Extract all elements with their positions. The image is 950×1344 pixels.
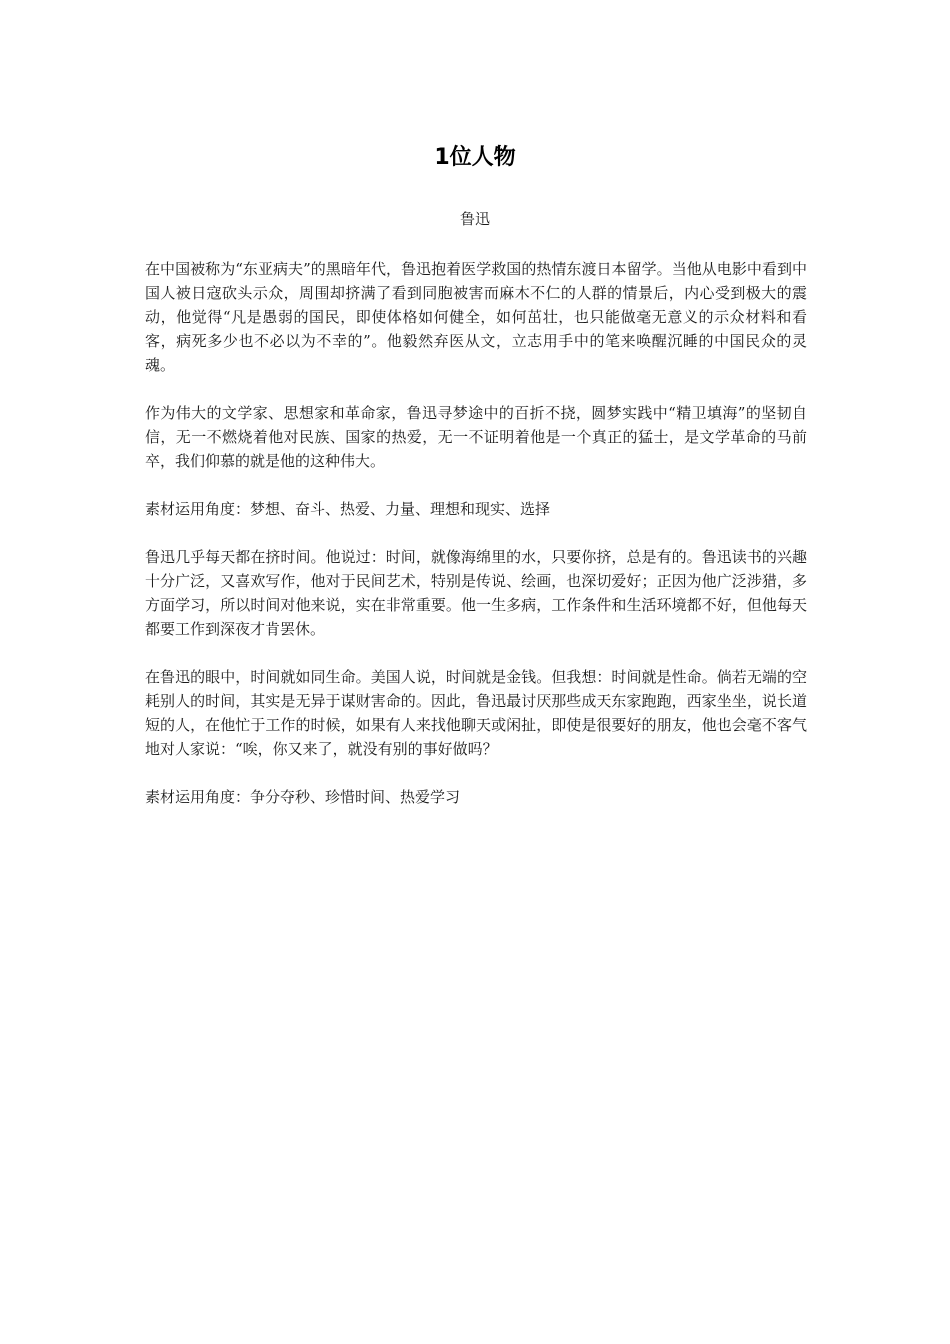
document-body [145,257,807,833]
document-title: 1位人物 [434,145,516,170]
paragraph-1: 在中国被称为“东亚病夫”的黑暗年代，鲁迅抱着医学救国的热情东渡日本留学。当他从电影中看到中国人被日寇砍头示众，周围却挤满了看到同胞被害而麻木不仁的人群的情景后，内心受到极大的震动，他觉得“凡是愚弱的国民，即使体格如何健全，如何茁壮，也只能做毫无意义的示众材料和看客，病死多少也不必以为不幸的”。他毅然弃医从文，立志用手中的笔来唤醒沉睡的中国民众的灵魂。 [145,260,807,374]
paragraph-3: 鲁迅几乎每天都在挤时间。他说过：时间，就像海绵里的水，只要你挤，总是有的。鲁迅读书的兴趣十分广泛，又喜欢写作，他对于民间艺术，特别是传说、绘画，也深切爱好；正因为他广泛涉猎，多方面学习，所以时间对他来说，实在非常重要。他一生多病，工作条件和生活环境都不好，但他每天都要工作到深夜才肯罢休。 [145,548,807,638]
paragraph-4: 在鲁迅的眼中，时间就如同生命。美国人说，时间就是金钱。但我想：时间就是性命。倘若无端的空耗别人的时间，其实是无异于谋财害命的。因此，鲁迅最讨厌那些成天东家跑跑，西家坐坐，说长道短的人，在他忙于工作的时候，如果有人来找他聊天或闲扯，即使是很要好的朋友，他也会毫不客气地对人家说：“唉，你又来了，就没有别的事好做吗？ [145,668,807,758]
document-author: 鲁迅 [459,210,490,228]
material-angle-2: 素材运用角度：争分夺秒、珍惜时间、热爱学习 [145,788,461,806]
paragraph-2: 作为伟大的文学家、思想家和革命家，鲁迅寻梦途中的百折不挠，圆梦实践中“精卫填海”的坚韧自信，无一不燃烧着他对民族、国家的热爱，无一不证明着他是一个真正的猛士，是文学革命的马前卒，我们仰慕的就是他的这种伟大。 [145,404,807,470]
material-angle-1: 素材运用角度：梦想、奋斗、热爱、力量、理想和现实、选择 [145,500,551,518]
